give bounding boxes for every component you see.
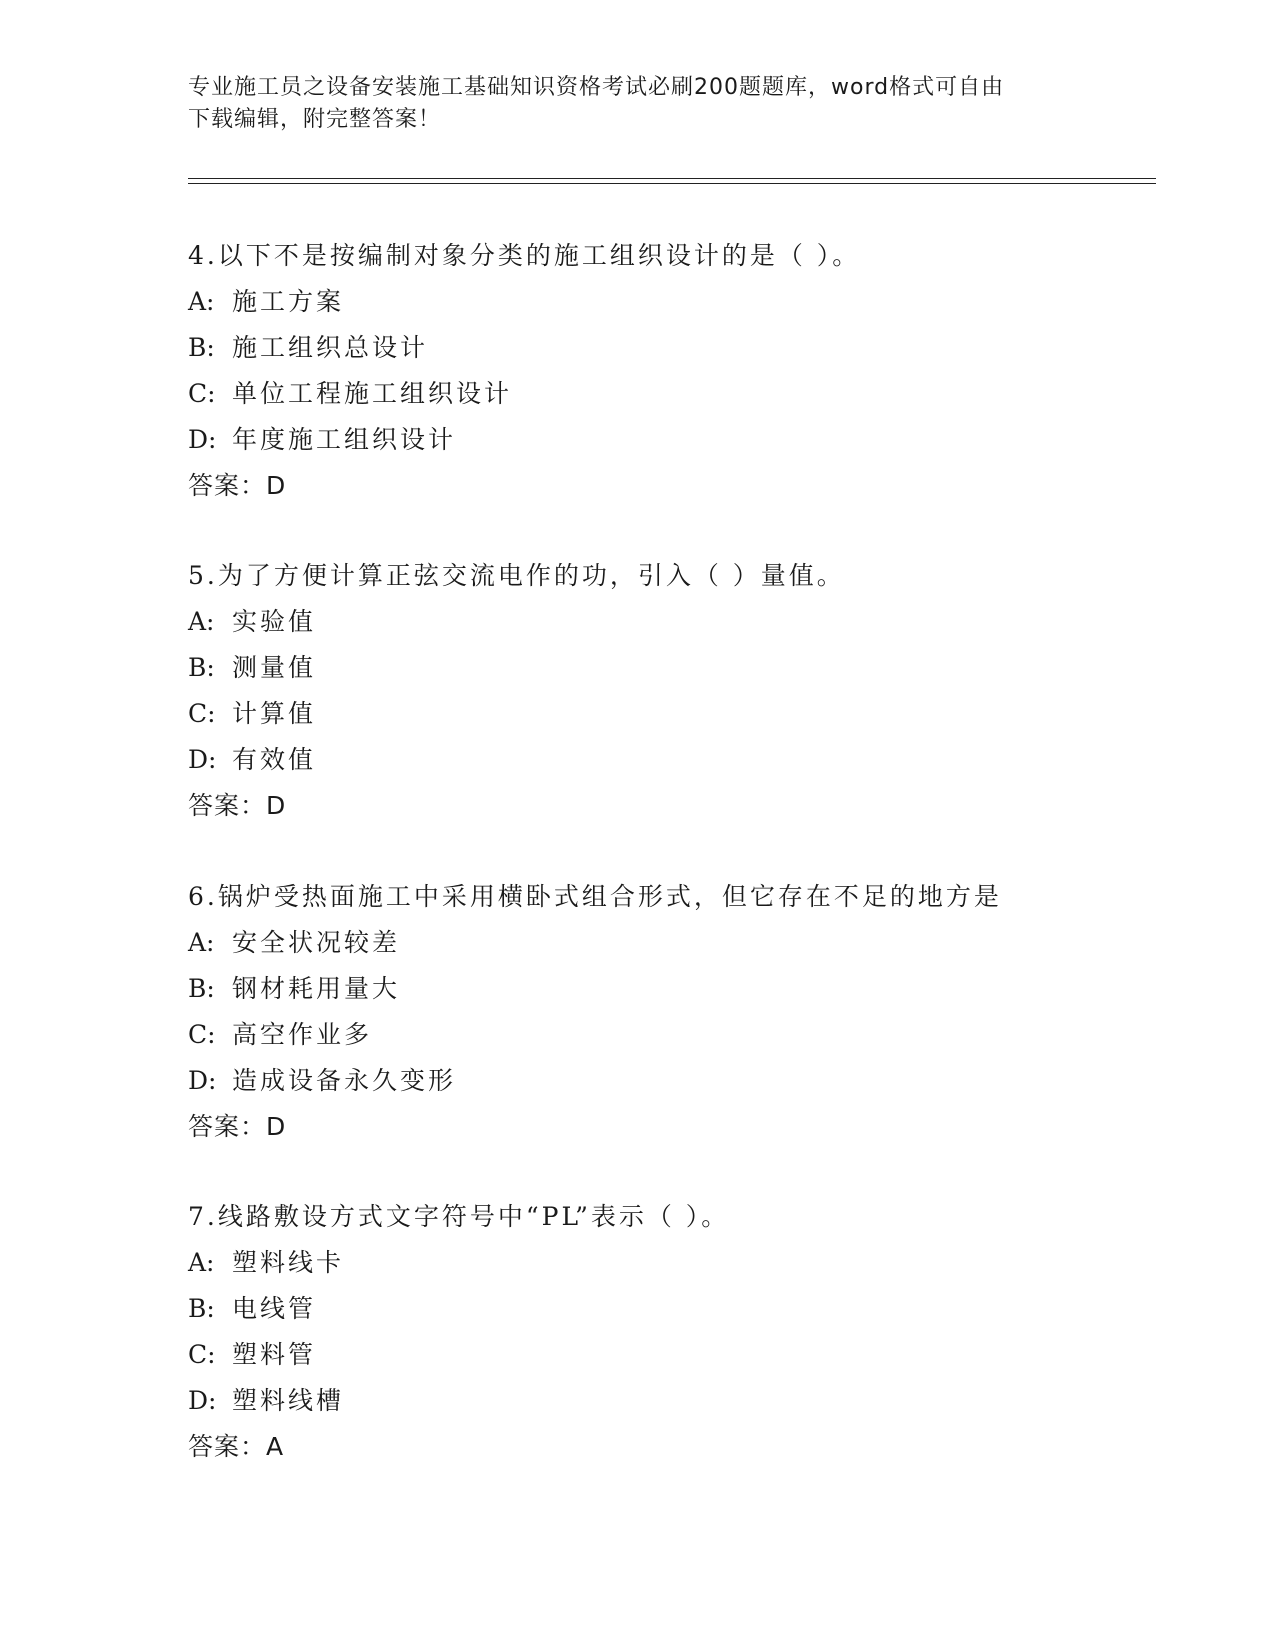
option-text: 计算值 <box>232 699 317 728</box>
option-text: 年度施工组织设计 <box>232 425 457 454</box>
option-text: 有效值 <box>232 745 317 774</box>
option-text: 测量值 <box>232 653 317 682</box>
option-text: 塑料线卡 <box>232 1248 345 1277</box>
option-c <box>188 691 1148 737</box>
option-text: 高空作业多 <box>232 1020 373 1049</box>
answer-label: 答案： <box>188 471 267 500</box>
option-text: 施工方案 <box>232 287 345 316</box>
header-line-2: 下载编辑，附完整答案！ <box>188 107 442 132</box>
option-letter: B: <box>188 1294 215 1323</box>
option-b <box>188 645 1148 691</box>
option-letter: C: <box>188 699 216 728</box>
option-a <box>188 920 1148 966</box>
answer-line <box>188 1104 1148 1150</box>
option-d <box>188 417 1148 463</box>
answer-line <box>188 1424 1148 1470</box>
option-text: 施工组织总设计 <box>232 333 429 362</box>
answer-value: D <box>266 471 286 500</box>
question-stem: 4.以下不是按编制对象分类的施工组织设计的是（ ）。 <box>188 241 861 270</box>
option-c <box>188 1332 1148 1378</box>
option-letter: A: <box>188 607 215 636</box>
option-letter: C: <box>188 1340 216 1369</box>
option-text: 钢材耗用量大 <box>232 974 401 1003</box>
question-block <box>188 1194 1148 1470</box>
option-c <box>188 371 1148 417</box>
question-block <box>188 553 1148 829</box>
option-text: 安全状况较差 <box>232 928 401 957</box>
answer-value: D <box>266 1112 286 1141</box>
document-header <box>188 72 1068 136</box>
option-letter: B: <box>188 653 215 682</box>
option-b <box>188 325 1148 371</box>
option-letter: A: <box>188 1248 215 1277</box>
question-block <box>188 233 1148 509</box>
option-d <box>188 1058 1148 1104</box>
option-letter: C: <box>188 379 216 408</box>
header-line-1: 专业施工员之设备安装施工基础知识资格考试必刷200题题库，word格式可自由 <box>188 75 1005 100</box>
option-letter: A: <box>188 287 215 316</box>
option-text: 电线管 <box>232 1294 317 1323</box>
answer-line <box>188 463 1148 509</box>
option-text: 造成设备永久变形 <box>232 1066 457 1095</box>
option-text: 实验值 <box>232 607 317 636</box>
option-c <box>188 1012 1148 1058</box>
answer-value: D <box>266 791 286 820</box>
option-d <box>188 737 1148 783</box>
answer-label: 答案： <box>188 791 267 820</box>
option-letter: B: <box>188 974 215 1003</box>
option-letter: D: <box>188 1386 217 1415</box>
option-text: 塑料线槽 <box>232 1386 345 1415</box>
option-letter: D: <box>188 1066 217 1095</box>
answer-label: 答案： <box>188 1112 267 1141</box>
option-b <box>188 1286 1148 1332</box>
option-letter: B: <box>188 333 215 362</box>
option-text: 单位工程施工组织设计 <box>232 379 513 408</box>
question-stem: 7.线路敷设方式文字符号中“PL”表示（ ）。 <box>188 1202 730 1231</box>
answer-line <box>188 783 1148 829</box>
option-letter: D: <box>188 425 217 454</box>
option-a <box>188 1240 1148 1286</box>
option-d <box>188 1378 1148 1424</box>
header-divider-top <box>188 178 1156 179</box>
header-divider-bottom <box>188 183 1156 184</box>
option-letter: D: <box>188 745 217 774</box>
option-a <box>188 279 1148 325</box>
option-b <box>188 966 1148 1012</box>
question-stem: 5.为了方便计算正弦交流电作的功，引入（ ）量值。 <box>188 561 845 590</box>
question-stem: 6.锅炉受热面施工中采用横卧式组合形式，但它存在不足的地方是 <box>188 882 1002 911</box>
question-block <box>188 874 1148 1150</box>
option-letter: C: <box>188 1020 216 1049</box>
option-text: 塑料管 <box>232 1340 317 1369</box>
option-letter: A: <box>188 928 215 957</box>
answer-label: 答案： <box>188 1432 267 1461</box>
answer-value: A <box>266 1432 284 1461</box>
option-a <box>188 599 1148 645</box>
